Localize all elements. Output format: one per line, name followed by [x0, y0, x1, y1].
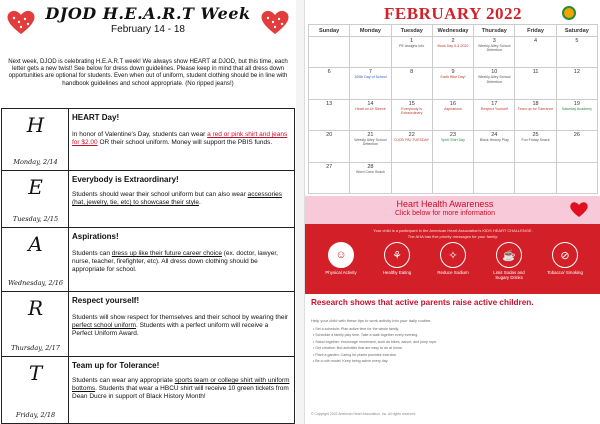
calendar-title: FEBRUARY 2022 — [384, 4, 522, 23]
day-number: 3 — [492, 38, 496, 44]
priority-healthy-eating[interactable]: ⚘ Healthy Eating — [375, 242, 419, 275]
day-theme: Respect yourself! — [72, 296, 140, 305]
day-date: Thursday, 2/17 — [11, 344, 60, 352]
day-number: 22 — [408, 132, 415, 139]
weekday-label: Friday — [515, 25, 556, 37]
day-number: 12 — [573, 69, 580, 76]
calendar-day-cell — [309, 68, 350, 99]
research-heading: Research shows that active parents raise active children. — [311, 298, 534, 307]
calendar-day-cell — [432, 131, 473, 162]
day-number: 4 — [534, 38, 538, 44]
calendar-day-cell — [309, 37, 350, 68]
research-subheading: Help your child with these tips to work activity into your daily routine. — [311, 318, 432, 323]
hearts-cluster-icon — [258, 6, 292, 36]
day-number: 16 — [449, 100, 457, 107]
calendar-day-cell — [556, 68, 597, 99]
day-number: 18 — [532, 100, 539, 107]
day-row-tuesday — [2, 171, 294, 228]
day-event: Black History Play — [479, 138, 509, 143]
day-number: 17 — [491, 100, 498, 107]
calendar-day-cell — [391, 37, 432, 68]
day-number: 9 — [451, 69, 455, 76]
apple-icon: ⚘ — [384, 242, 410, 268]
day-row-friday — [2, 357, 294, 423]
day-number: 23 — [449, 132, 457, 139]
day-event: Respect Yourself — [480, 106, 508, 111]
day-number: 25 — [532, 132, 539, 139]
calendar-day-cell — [309, 131, 350, 162]
calendar-day-cell — [515, 162, 556, 193]
calendar-day-cell — [474, 162, 515, 193]
day-number: 28 — [367, 163, 374, 170]
day-letter: A — [28, 232, 43, 256]
calendar-day-cell — [556, 162, 597, 193]
priority-icons — [315, 242, 591, 292]
calendar-day-cell — [391, 162, 432, 193]
tip-item: • Stand together: encourage movement, such as bikes, dance, and jump rope. — [313, 339, 438, 344]
dress-code-highlight: perfect school uniform — [72, 322, 136, 330]
day-number: 11 — [532, 69, 539, 76]
flyer-dates: February 14 - 18 — [111, 24, 185, 35]
day-event: DJOD PAJ TUESDAY — [394, 138, 430, 143]
day-event: Spirit Shirt Day — [441, 138, 465, 143]
day-date: Friday, 2/18 — [15, 411, 56, 419]
priority-reduce-sodium[interactable]: ✧ Reduce Sodium — [431, 242, 475, 275]
calendar-day-cell — [474, 99, 515, 130]
day-number: 10 — [491, 69, 498, 76]
calendar-day-cell — [515, 131, 556, 162]
heart-icon — [569, 200, 589, 218]
calendar-page — [304, 0, 600, 424]
calendar-body — [309, 37, 598, 194]
calendar-day-cell — [515, 68, 556, 99]
calendar-day-cell — [515, 37, 556, 68]
day-number: 6 — [327, 69, 331, 76]
day-date: Monday, 2/14 — [13, 158, 58, 166]
calendar-week-row — [309, 99, 598, 130]
calendar-week-row — [309, 131, 598, 162]
weekday-label: Tuesday — [391, 25, 432, 37]
day-number: 27 — [326, 163, 333, 170]
day-event: Weekly Alley School Detention — [478, 75, 511, 84]
day-row-monday — [2, 109, 294, 171]
day-number: 1 — [410, 38, 414, 44]
day-event: Saturday Academy — [561, 106, 592, 111]
weekday-label: Wednesday — [432, 25, 473, 37]
day-theme: HEART Day! — [72, 113, 120, 122]
weekday-label: Thursday — [474, 25, 515, 37]
flyer-header — [0, 0, 296, 58]
day-description: Students will show respect for themselves and their school by wearing their perfect school uniform. Students with a perfect uniform will receive a Perfect Uniform Award. — [72, 314, 289, 338]
calendar-day-cell — [350, 99, 391, 130]
panel-text: The AHA has five priority messages for your family: — [407, 234, 499, 239]
calendar-day-cell — [432, 162, 473, 193]
day-description: In honor of Valentine's Day, students can wear a red or pink shirt and jeans for $2.00 OR their school uniform. Money will support the PBIS funds. — [72, 131, 288, 147]
calendar-week-row — [309, 68, 598, 99]
salt-icon: ✧ — [440, 242, 466, 268]
calendar-day-cell — [350, 162, 391, 193]
more-info-link[interactable]: Click below for more information — [395, 210, 495, 217]
day-number: 15 — [408, 100, 415, 107]
day-number: 26 — [573, 132, 580, 139]
day-event: Earth Bike Day! — [440, 75, 466, 80]
priority-limit-sodas[interactable]: ☕ Limit Sodas and Sugary Drinks — [487, 242, 531, 280]
panel-text: Your child is a participant in the American Heart Association's KIDS HEART CHALLENGE. — [373, 228, 533, 233]
day-letter: R — [27, 296, 44, 320]
weekday-label: Sunday — [309, 25, 350, 37]
tip-item: • Get creative: find activities that are easy to do at home. — [313, 346, 403, 351]
calendar-day-cell — [556, 99, 597, 130]
hearts-cluster-icon — [4, 6, 38, 36]
dress-code-highlight: accessories (hat, jewelry, tie, etc) to showcase their style — [72, 191, 282, 207]
weekday-label: Saturday — [556, 25, 597, 37]
day-row-thursday — [2, 292, 294, 357]
calendar-day-cell — [350, 37, 391, 68]
calendar-day-cell — [432, 68, 473, 99]
no-smoking-icon: ⊘ — [552, 242, 578, 268]
day-description: Students can dress up like their future career choice (ex. doctor, lawyer, nurse, teacher, firefighter, etc). All dress down clothing should be appropriate for school. — [72, 250, 278, 274]
day-number: 2 — [451, 38, 455, 44]
day-number: 8 — [410, 69, 414, 76]
days-table — [1, 108, 295, 424]
day-event: Everybody is Extraordinary — [401, 106, 423, 115]
calendar-day-cell — [391, 99, 432, 130]
day-event: Team up for Tolerance — [517, 106, 554, 111]
day-theme: Aspirations! — [72, 232, 119, 241]
day-number: 14 — [367, 100, 374, 107]
weekday-label: Monday — [350, 25, 391, 37]
copyright-footer: © Copyright 2022 American Heart Association, Inc. All rights reserved. — [311, 412, 417, 416]
calendar-day-cell — [432, 37, 473, 68]
day-event: 100th Day of School — [354, 75, 387, 80]
banner-title: Heart Health Awareness — [396, 199, 494, 209]
kids-heart-challenge-panel — [305, 224, 600, 294]
calendar-day-cell — [474, 68, 515, 99]
dress-code-highlight: sports team or college shirt with uniform bottoms — [72, 377, 290, 393]
day-event: Weekly Alley School Detention — [354, 138, 387, 147]
day-event: PE Assigns Info — [399, 44, 425, 48]
day-number: 5 — [575, 38, 579, 44]
tip-item: • Set a schedule: Plan active time for the whole family. — [313, 327, 400, 331]
day-letter: H — [26, 113, 45, 137]
day-number: 24 — [491, 132, 498, 139]
calendar-day-cell — [556, 131, 597, 162]
flyer-intro: Next week, DJOD is celebrating H.E.A.R.T week! We always show HEART at DJOD, but this time, each letter gets a new twist! See below for dress down guidelines. Please keep in mind that all dress down opportunities are optional for students. Even when out of uniform, student clothing should be in line with handbook guidelines and school appropriate. (No ripped jeans!) — [8, 58, 288, 87]
calendar-day-cell — [556, 37, 597, 68]
day-row-wednesday — [2, 228, 294, 292]
calendar-week-row — [309, 162, 598, 193]
day-theme: Team up for Tolerance! — [72, 361, 160, 370]
day-number: 13 — [326, 100, 333, 107]
day-number: 20 — [326, 132, 333, 139]
tip-item: • Plant a garden: Caring for plants provides exercise. — [313, 352, 397, 357]
day-description: Students should wear their school uniform but can also wear accessories (hat, jewelry, tie, etc) to showcase their style. — [72, 191, 282, 207]
calendar-day-cell — [391, 68, 432, 99]
day-date: Tuesday, 2/15 — [12, 215, 59, 223]
tips-list — [313, 326, 593, 364]
priority-tobacco[interactable]: ⊘ Tobacco/ Smoking — [543, 242, 587, 275]
calendar-day-cell — [391, 131, 432, 162]
school-logo-icon — [562, 6, 576, 20]
day-letter: T — [28, 361, 43, 385]
calendar-day-cell — [309, 162, 350, 193]
tip-item: • Be a role model: Keep being active every day. — [313, 359, 389, 364]
calendar-day-cell — [515, 99, 556, 130]
dress-code-highlight: dress up like their future career choice — [111, 250, 222, 257]
weekday-header-row — [309, 25, 598, 37]
dress-code-highlight: a red or pink shirt and jeans for $2.00 — [72, 131, 288, 147]
day-event: Weekly Alley School Detention — [478, 44, 511, 53]
heart-week-flyer — [0, 0, 296, 424]
soda-icon: ☕ — [496, 242, 522, 268]
priority-physical-activity[interactable]: ☺ Physical Activity — [319, 242, 363, 275]
day-event: Book Day 5-3-2022 — [437, 44, 469, 48]
calendar-day-cell — [350, 68, 391, 99]
running-icon: ☺ — [328, 242, 354, 268]
day-letter: E — [28, 175, 43, 199]
day-theme: Everybody is Extraordinary! — [72, 175, 179, 184]
day-event: Aspirations — [444, 106, 462, 111]
calendar-day-cell — [309, 99, 350, 130]
day-date: Wednesday, 2/16 — [7, 279, 64, 287]
tip-item: • Schedule a family play time. Take a walk together every evening. — [313, 333, 419, 338]
day-event: Word Crew Snack — [355, 169, 385, 174]
heart-health-banner[interactable] — [305, 196, 600, 224]
calendar-day-cell — [474, 37, 515, 68]
day-event: Fun Friday Snack — [521, 138, 550, 143]
flyer-title: DJOD H.E.A.R.T Week — [45, 4, 251, 23]
day-number: 19 — [573, 100, 580, 107]
calendar-grid — [308, 24, 598, 194]
day-number: 21 — [367, 132, 374, 139]
day-event: Heart on Ur Sleeve — [355, 106, 386, 111]
day-description: Students can wear any appropriate sports team or college shirt with uniform bottoms. Students that wear a HBCU shirt will receive 10 green tickets from Dean Ducre in support of Black History Month! — [72, 377, 290, 401]
day-number: 7 — [368, 69, 372, 76]
calendar-day-cell — [432, 99, 473, 130]
calendar-day-cell — [350, 131, 391, 162]
calendar-day-cell — [474, 131, 515, 162]
calendar-week-row — [309, 37, 598, 68]
